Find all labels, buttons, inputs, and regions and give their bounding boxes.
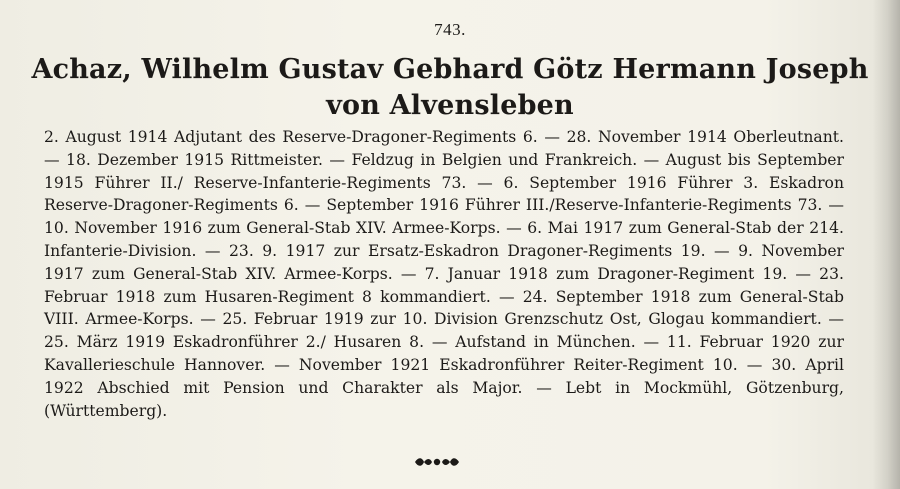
biography-paragraph: 2. August 1914 Adjutant des Reserve-Dragoner-Regiments 6. — 28. November 1914 Oberleutnant. — 18. Dezember 1915 Rittmeister. — Feldzug in Belgien und Frankreich. — August bis September 1915 Führer II./ Reserve-Infanterie-Regiments 73. — 6. September 1916 Führer 3. Eskadron Reserve-Dragoner-Regiments 6. — September 1916 Führer III./Reserve-Infanterie-Regiments 73. — 10. November 1916 zum General-Stab XIV. Armee-Korps. — 6. Mai 1917 zum General-Stab der 214. Infanterie-Division. — 23. 9. 1917 zur Ersatz-Eskadron Dragoner-Regiments 19. — 9. November 1917 zum General-Stab XIV. Armee-Korps. — 7. Januar 1918 zum Dragoner-Regiment 19. — 23. Februar 1918 zum Husaren-Regiment 8 kommandiert. — 24. September 1918 zum General-Stab VIII. Armee-Korps. — 25. Februar 1919 zur 10. Division Grenzschutz Ost, Glogau kommandiert. — 25. März 1919 Eskadronführer 2./ Husaren 8. — Aufstand in München. — 11. Februar 1920 zur Kavallerieschule Hannover. — November 1921 Eskadronführer Reiter-Regiment 10. — 30. April 1922 Abschied mit Pension und Charakter als Major. — Lebt in Mockmühl, Götzenburg, (Württemberg). [44, 128, 844, 420]
entry-heading [0, 52, 900, 124]
fleuron-ornament-icon [412, 455, 462, 469]
heading-line-name: Achaz, Wilhelm Gustav Gebhard Götz Hermann Joseph [31, 54, 869, 85]
page-number: 743. [434, 20, 466, 39]
heading-line-surname: von Alvensleben [326, 90, 574, 121]
